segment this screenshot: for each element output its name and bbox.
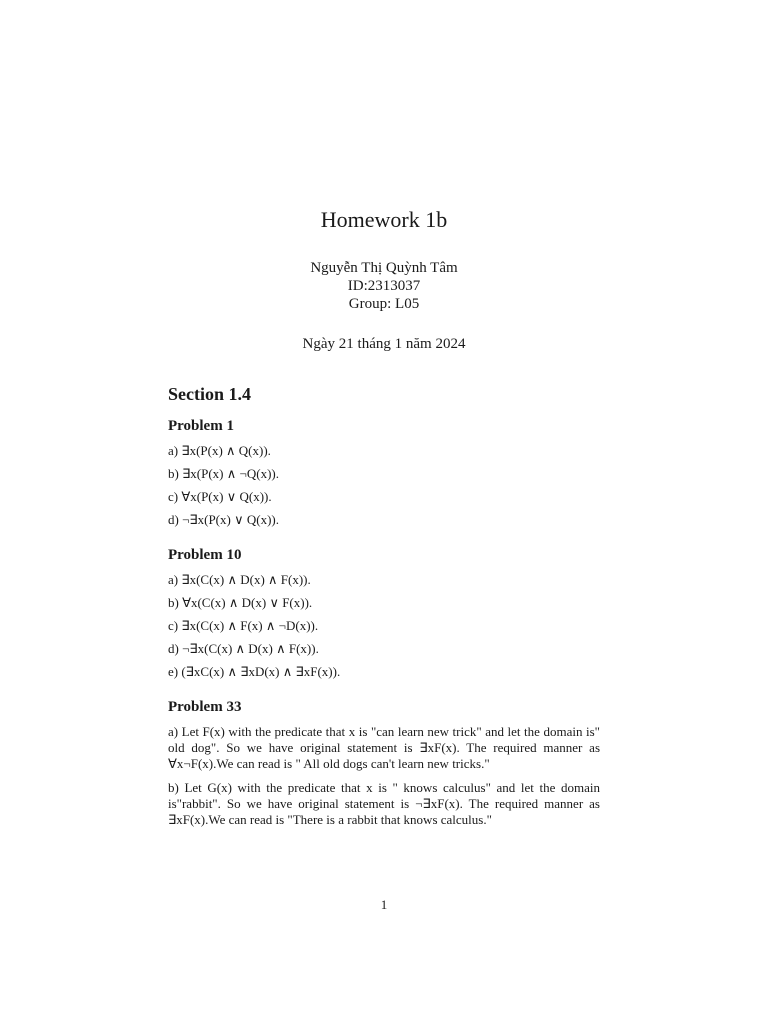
answer-item: b) ∃x(P(x) ∧ ¬Q(x)). xyxy=(168,466,279,481)
answer-item: d) ¬∃x(C(x) ∧ D(x) ∧ F(x)). xyxy=(168,641,319,656)
answer-item: b) ∀x(C(x) ∧ D(x) ∨ F(x)). xyxy=(168,595,313,610)
problem-33 xyxy=(168,698,600,828)
student-id: ID:2313037 xyxy=(347,278,421,294)
answer-item: e) (∃xC(x) ∧ ∃xD(x) ∧ ∃xF(x)). xyxy=(168,664,341,679)
problem-title: Problem 33 xyxy=(168,699,242,715)
problem-title: Problem 1 xyxy=(168,418,234,434)
document-date: Ngày 21 tháng 1 năm 2024 xyxy=(302,336,466,352)
answer-item: a) ∃x(P(x) ∧ Q(x)). xyxy=(168,443,271,458)
group-label: Group: L05 xyxy=(348,296,420,312)
answer-paragraph: b) Let G(x) with the predicate that x is " knows calculus" and let the domain is"rabbit". So we have original statement is ¬∃xF(x). The required manner as ∃xF(x).We can read is "There is a rabbit that knows calculus." xyxy=(168,780,600,827)
document-body xyxy=(168,383,600,846)
answer-item: d) ¬∃x(P(x) ∨ Q(x)). xyxy=(168,512,279,527)
author-block xyxy=(0,259,768,313)
problem-1 xyxy=(168,417,600,528)
document-title: Homework 1b xyxy=(320,207,448,232)
answer-paragraph: a) Let F(x) with the predicate that x is "can learn new trick" and let the domain is" old dog". So we have original statement is ∃xF(x). The required manner as ∀x¬F(x).We can read is " All old dogs can't learn new tricks." xyxy=(168,724,600,771)
answer-item: c) ∃x(C(x) ∧ F(x) ∧ ¬D(x)). xyxy=(168,618,319,633)
answer-item: a) ∃x(C(x) ∧ D(x) ∧ F(x)). xyxy=(168,572,311,587)
problem-10 xyxy=(168,546,600,680)
page-number: 1 xyxy=(380,897,388,912)
section-title: Section 1.4 xyxy=(168,384,251,404)
answer-item: c) ∀x(P(x) ∨ Q(x)). xyxy=(168,489,272,504)
author-name: Nguyễn Thị Quỳnh Tâm xyxy=(310,260,458,276)
problem-title: Problem 10 xyxy=(168,547,242,563)
